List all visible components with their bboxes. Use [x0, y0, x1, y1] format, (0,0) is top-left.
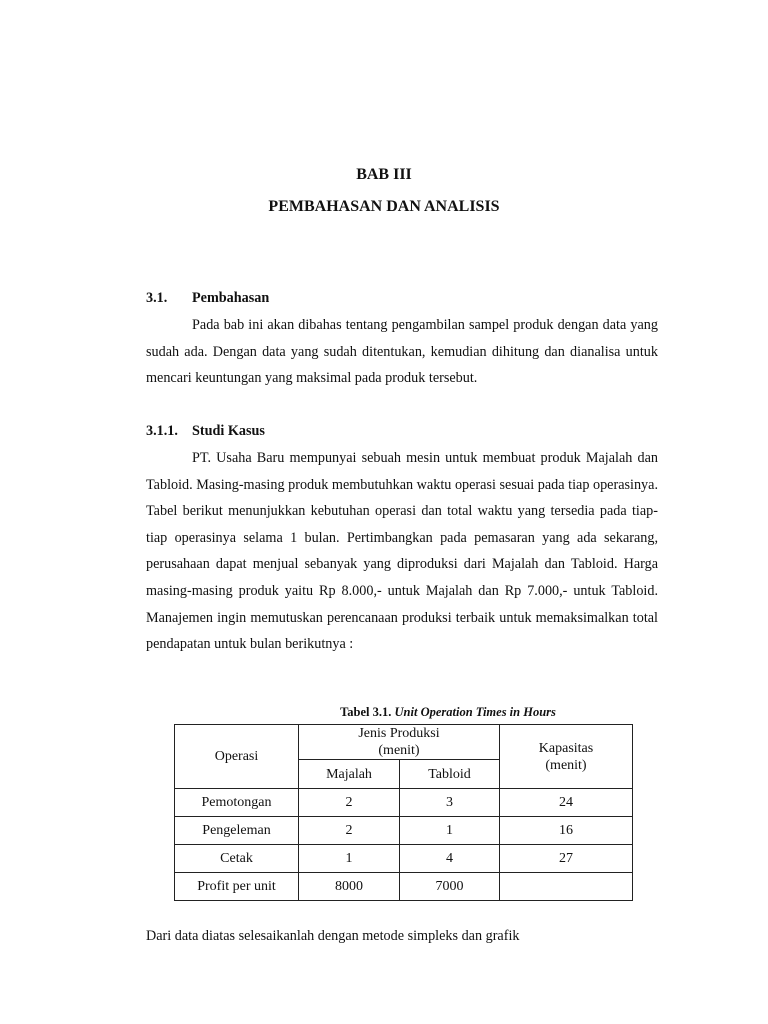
header-tabloid: Tabloid [400, 760, 500, 789]
cell-kapasitas: 24 [500, 789, 633, 817]
table-row [175, 789, 633, 817]
header-jenis-line1: Jenis Produksi [358, 726, 440, 741]
section-heading-pembahasan [146, 290, 269, 307]
cell-operasi: Cetak [175, 845, 299, 873]
header-kapasitas-line2: (menit) [545, 757, 587, 773]
section-number: 3.1.1. [146, 423, 178, 439]
cell-tabloid: 7000 [400, 873, 500, 901]
cell-tabloid: 1 [400, 817, 500, 845]
table-row [175, 817, 633, 845]
section-title: Pembahasan [192, 290, 270, 306]
table-row [175, 873, 633, 901]
section-title: Studi Kasus [192, 423, 265, 439]
header-jenis-line2: (menit) [378, 743, 420, 758]
cell-operasi: Profit per unit [175, 873, 299, 901]
header-operasi: Operasi [175, 725, 299, 789]
table-caption-title: Unit Operation Times in Hours [394, 705, 556, 719]
cell-kapasitas: 16 [500, 817, 633, 845]
section-heading-studi-kasus [146, 423, 265, 440]
paragraph-studi-kasus: PT. Usaha Baru mempunyai sebuah mesin untuk membuat produk Majalah dan Tabloid. Masing-masing produk membutuhkan waktu operasi sesuai pada tiap operasinya. Tabel berikut menunjukkan kebutuhan operasi dan total waktu yang tersedia pada tiap-tiap operasinya selama 1 bulan. Pertimbangkan pada pemasaran yang ada sekarang, perusahaan dapat menjual sebanyak yang diproduksi dari Majalah dan Tabloid. Harga masing-masing produk yaitu Rp 8.000,- untuk Majalah dan Rp 7.000,- untuk Tabloid. Manajemen ingin memutuskan perencanaan produksi terbaik untuk memaksimalkan total pendapatan untuk bulan berikutnya : [146, 450, 658, 653]
header-kapasitas-line1: Kapasitas [538, 740, 594, 756]
chapter-title: PEMBAHASAN DAN ANALISIS [268, 198, 500, 215]
chapter-number: BAB III [356, 166, 412, 183]
cell-majalah: 2 [299, 817, 400, 845]
table-header-row [175, 725, 633, 760]
section-number: 3.1. [146, 290, 168, 306]
header-majalah: Majalah [299, 760, 400, 789]
cell-tabloid: 4 [400, 845, 500, 873]
operation-times-table [174, 724, 633, 901]
cell-operasi: Pemotongan [175, 789, 299, 817]
cell-operasi: Pengeleman [175, 817, 299, 845]
paragraph-pembahasan: Pada bab ini akan dibahas tentang pengambilan sampel produk dengan data yang sudah ada. Dengan data yang sudah ditentukan, kemudian dihitung dan dianalisa untuk mencari keuntungan yang maksimal pada produk tersebut. [146, 317, 658, 387]
cell-kapasitas [500, 873, 633, 901]
cell-majalah: 8000 [299, 873, 400, 901]
cell-tabloid: 3 [400, 789, 500, 817]
cell-kapasitas: 27 [500, 845, 633, 873]
cell-majalah: 1 [299, 845, 400, 873]
closing-text: Dari data diatas selesaikanlah dengan metode simpleks dan grafik [146, 928, 520, 944]
table-caption-label: Tabel 3.1. [340, 705, 392, 719]
header-kapasitas [500, 725, 633, 789]
table-row [175, 845, 633, 873]
header-jenis-produksi [299, 725, 500, 760]
cell-majalah: 2 [299, 789, 400, 817]
table-caption [0, 705, 768, 720]
